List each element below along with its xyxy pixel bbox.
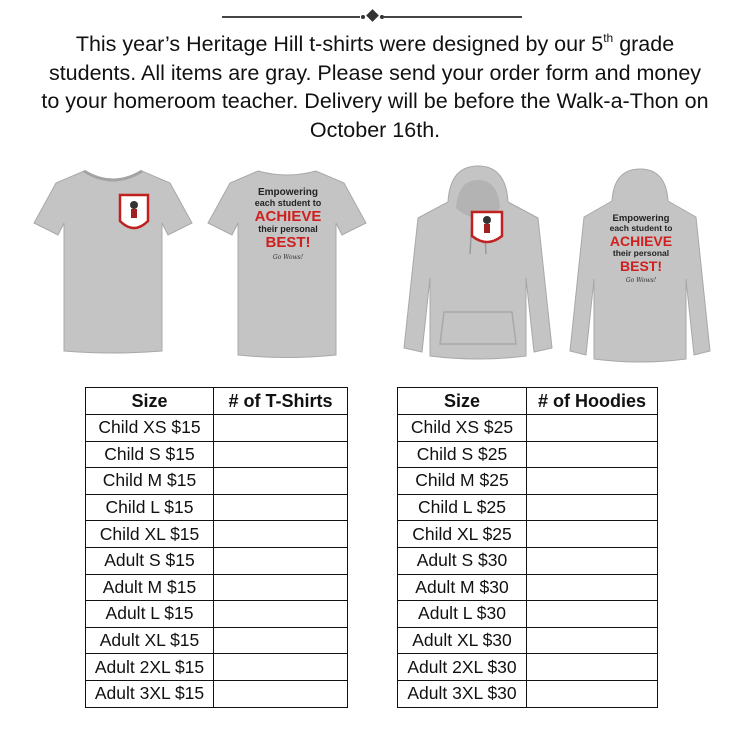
- table-row: [86, 521, 348, 548]
- size-price-cell: Adult XL $15: [86, 627, 214, 654]
- hoodie-back-image: [568, 165, 713, 365]
- hoodie-front-image: [398, 162, 558, 362]
- size-price-cell: Adult 2XL $15: [86, 654, 214, 681]
- tshirt-back-image: [206, 165, 368, 360]
- print-line-empowering: Empowering: [612, 213, 670, 224]
- school-crest-icon: [120, 195, 148, 228]
- table-row: [398, 415, 658, 442]
- intro-paragraph: This year’s Heritage Hill t-shirts were designed by our 5th grade students. All items are gray. Please send your order form and money to your homeroom teacher. Delivery will be before the Walk-a-Thon on October 16th.: [41, 31, 709, 142]
- quantity-column-header: # of T-Shirts: [214, 388, 348, 415]
- quantity-cell[interactable]: [527, 574, 658, 601]
- table-row: [86, 627, 348, 654]
- size-column-header: Size: [398, 388, 527, 415]
- table-row: [86, 601, 348, 628]
- size-price-cell: Adult 3XL $30: [398, 680, 527, 707]
- ornamental-divider: [222, 14, 522, 20]
- size-price-cell: Adult XL $30: [398, 627, 527, 654]
- size-price-cell: Child L $15: [86, 494, 214, 521]
- size-price-cell: Child S $25: [398, 441, 527, 468]
- table-row: [398, 494, 658, 521]
- quantity-cell[interactable]: [527, 441, 658, 468]
- size-price-cell: Child XL $25: [398, 521, 527, 548]
- quantity-column-header: # of Hoodies: [527, 388, 658, 415]
- table-row: [86, 574, 348, 601]
- table-row: [86, 415, 348, 442]
- print-line-best: BEST!: [620, 258, 662, 274]
- quantity-cell[interactable]: [527, 654, 658, 681]
- table-row: [398, 680, 658, 707]
- table-row: [86, 441, 348, 468]
- quantity-cell[interactable]: [214, 574, 348, 601]
- size-price-cell: Adult M $15: [86, 574, 214, 601]
- quantity-cell[interactable]: [527, 494, 658, 521]
- diamond-ornament-icon: [366, 9, 379, 22]
- table-row: [398, 627, 658, 654]
- table-row: [86, 547, 348, 574]
- print-line-achieve: ACHIEVE: [254, 208, 322, 225]
- size-price-cell: Adult S $15: [86, 547, 214, 574]
- size-price-cell: Child M $15: [86, 468, 214, 495]
- print-line-achieve: ACHIEVE: [609, 233, 673, 249]
- print-line-best: BEST!: [265, 234, 311, 251]
- hoodie-order-table: [397, 387, 658, 708]
- tshirt-front-image: [32, 165, 194, 355]
- quantity-cell[interactable]: [527, 627, 658, 654]
- quantity-cell[interactable]: [527, 468, 658, 495]
- size-price-cell: Adult 3XL $15: [86, 680, 214, 707]
- size-price-cell: Child XS $25: [398, 415, 527, 442]
- quantity-cell[interactable]: [214, 441, 348, 468]
- school-crest-icon: [472, 212, 502, 242]
- quantity-cell[interactable]: [527, 415, 658, 442]
- print-line-empowering: Empowering: [257, 187, 319, 198]
- quantity-cell[interactable]: [527, 547, 658, 574]
- print-signature: Go Wows!: [272, 254, 304, 261]
- size-price-cell: Adult L $15: [86, 601, 214, 628]
- size-column-header: Size: [86, 388, 214, 415]
- size-price-cell: Child L $25: [398, 494, 527, 521]
- quantity-cell[interactable]: [527, 680, 658, 707]
- table-header-row: [398, 388, 658, 415]
- table-row: [398, 654, 658, 681]
- table-row: [398, 441, 658, 468]
- table-header-row: [86, 388, 348, 415]
- table-row: [86, 468, 348, 495]
- table-row: [86, 680, 348, 707]
- quantity-cell[interactable]: [527, 521, 658, 548]
- print-line-their-personal: their personal: [612, 248, 670, 258]
- tshirt-table-body: [86, 415, 348, 708]
- quantity-cell[interactable]: [214, 654, 348, 681]
- size-price-cell: Adult L $30: [398, 601, 527, 628]
- table-row: [86, 494, 348, 521]
- print-signature: Go Wows!: [625, 277, 657, 284]
- table-row: [398, 601, 658, 628]
- print-line-their-personal: their personal: [258, 224, 318, 234]
- quantity-cell[interactable]: [214, 601, 348, 628]
- quantity-cell[interactable]: [214, 627, 348, 654]
- print-line-each-student: each student to: [609, 223, 673, 233]
- table-row: [86, 654, 348, 681]
- size-price-cell: Child XL $15: [86, 521, 214, 548]
- quantity-cell[interactable]: [214, 547, 348, 574]
- size-price-cell: Adult M $30: [398, 574, 527, 601]
- table-row: [398, 521, 658, 548]
- size-price-cell: Adult 2XL $30: [398, 654, 527, 681]
- quantity-cell[interactable]: [214, 680, 348, 707]
- quantity-cell[interactable]: [214, 468, 348, 495]
- size-price-cell: Child S $15: [86, 441, 214, 468]
- size-price-cell: Child XS $15: [86, 415, 214, 442]
- quantity-cell[interactable]: [214, 415, 348, 442]
- print-line-each-student: each student to: [254, 198, 322, 208]
- table-row: [398, 574, 658, 601]
- table-row: [398, 547, 658, 574]
- size-price-cell: Child M $25: [398, 468, 527, 495]
- quantity-cell[interactable]: [214, 494, 348, 521]
- quantity-cell[interactable]: [527, 601, 658, 628]
- table-row: [398, 468, 658, 495]
- hoodie-table-body: [398, 415, 658, 708]
- size-price-cell: Adult S $30: [398, 547, 527, 574]
- tshirt-order-table: [85, 387, 348, 708]
- quantity-cell[interactable]: [214, 521, 348, 548]
